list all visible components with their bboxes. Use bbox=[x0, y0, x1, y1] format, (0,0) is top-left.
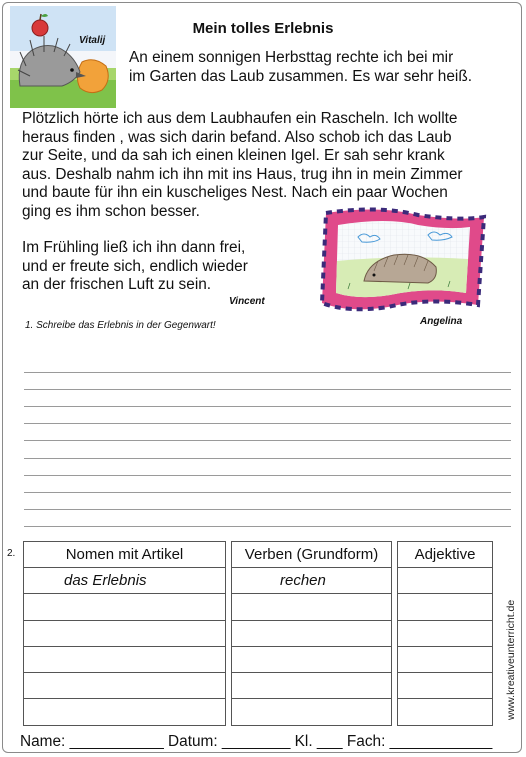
verbs-table-row[interactable] bbox=[232, 621, 391, 647]
footer-fields: Name: ___________ Datum: ________ Kl. ___ Fach: ____________ bbox=[20, 733, 493, 750]
writing-line[interactable] bbox=[24, 407, 511, 424]
story-line: und baute für ihn ein kuscheliges Nest. Nach ein paar Wochen bbox=[22, 184, 448, 202]
story-line: Plötzlich hörte ich aus dem Laubhaufen ein Rascheln. Ich wollte bbox=[22, 110, 458, 127]
writing-line[interactable] bbox=[24, 373, 511, 390]
story-line: heraus finden , was sich darin befand. Also schob ich das Laub bbox=[22, 128, 452, 146]
writing-lines[interactable] bbox=[24, 356, 511, 527]
story-line: an der frischen Luft zu sein. bbox=[22, 276, 212, 294]
writing-line[interactable] bbox=[24, 510, 511, 527]
nouns-example: das Erlebnis bbox=[64, 572, 147, 589]
story-line: Im Frühling ließ ich ihn dann frei, bbox=[22, 239, 246, 256]
hedgehog-drawing-angelina bbox=[318, 205, 488, 315]
artist-name-angelina: Angelina bbox=[420, 316, 463, 327]
website-url: www.kreativeunterricht.de bbox=[505, 599, 517, 720]
adjectives-table-row[interactable] bbox=[398, 594, 492, 620]
writing-line[interactable] bbox=[24, 441, 511, 458]
verbs-table-row[interactable] bbox=[232, 673, 391, 699]
writing-line[interactable] bbox=[24, 493, 511, 510]
writing-line[interactable] bbox=[24, 476, 511, 493]
verbs-table-row[interactable] bbox=[232, 594, 391, 620]
adjectives-table-row[interactable] bbox=[398, 699, 492, 725]
verbs-example: rechen bbox=[280, 572, 326, 589]
verbs-table-header: Verben (Grundform) bbox=[232, 542, 391, 568]
writing-line[interactable] bbox=[24, 459, 511, 476]
verbs-table-row[interactable] bbox=[232, 699, 391, 725]
story-line: aus. Deshalb nahm ich ihn mit ins Haus, trug ihn in mein Zimmer bbox=[22, 165, 463, 183]
verbs-table-row[interactable] bbox=[232, 647, 391, 673]
author-name-vincent: Vincent bbox=[229, 296, 265, 307]
nouns-table bbox=[23, 541, 226, 726]
writing-line[interactable] bbox=[24, 356, 511, 373]
intro-line: im Garten das Laub zusammen. Es war sehr heiß. bbox=[129, 68, 473, 85]
writing-line[interactable] bbox=[24, 390, 511, 407]
adjectives-table-row[interactable] bbox=[398, 673, 492, 699]
adjectives-table-row[interactable] bbox=[398, 621, 492, 647]
story-line: zur Seite, und da sah ich einen kleinen Igel. Er sah sehr krank bbox=[22, 147, 445, 165]
nouns-table-row[interactable] bbox=[24, 621, 225, 647]
nouns-table-row[interactable] bbox=[24, 568, 225, 594]
intro-paragraph bbox=[129, 48, 509, 86]
intro-line: An einem sonnigen Herbsttag rechte ich bei mir bbox=[129, 49, 454, 66]
nouns-table-row[interactable] bbox=[24, 594, 225, 620]
nouns-table-row[interactable] bbox=[24, 647, 225, 673]
story-line: und er freute sich, endlich wieder bbox=[22, 257, 248, 275]
task-1-instruction: 1. Schreibe das Erlebnis in der Gegenwart! bbox=[25, 320, 216, 331]
artist-name-vitalij: Vitalij bbox=[79, 35, 106, 46]
story-line: ging es ihm schon besser. bbox=[22, 202, 200, 220]
nouns-table-row[interactable] bbox=[24, 673, 225, 699]
nouns-table-row[interactable] bbox=[24, 699, 225, 725]
adjectives-table-header: Adjektive bbox=[398, 542, 492, 568]
adjectives-table-row[interactable] bbox=[398, 568, 492, 594]
adjectives-table-row[interactable] bbox=[398, 647, 492, 673]
adjectives-table bbox=[397, 541, 493, 726]
task-2-number: 2. bbox=[7, 548, 16, 559]
page-title: Mein tolles Erlebnis bbox=[192, 20, 334, 37]
verbs-table-row[interactable] bbox=[232, 568, 391, 594]
nouns-table-header: Nomen mit Artikel bbox=[24, 542, 225, 568]
writing-line[interactable] bbox=[24, 424, 511, 441]
story-ending-paragraph bbox=[22, 239, 282, 295]
verbs-table bbox=[231, 541, 392, 726]
